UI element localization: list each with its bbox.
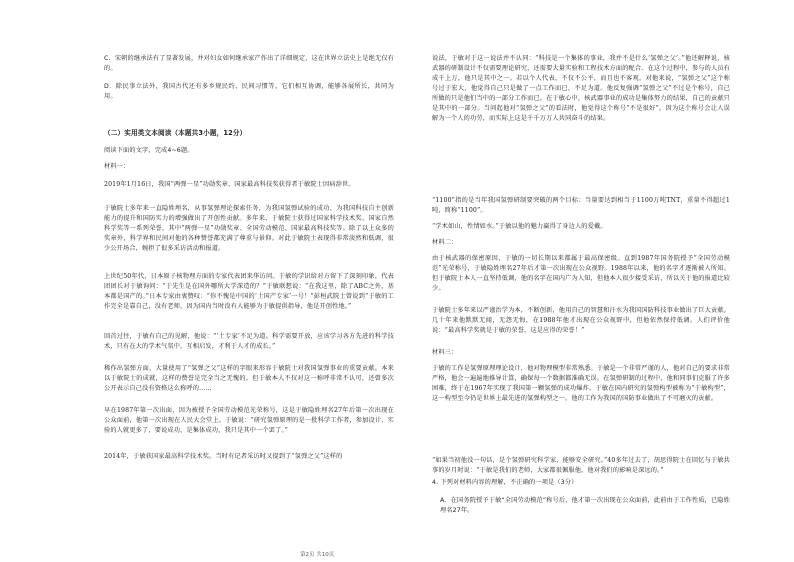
material3-label: 材料三： (432, 349, 458, 356)
paragraph: 由于核武器的保密原因，于敏的一切长期以来都属于最高保密级。直到1987年国务院授予“全国劳动模范”光荣称号，于敏隐姓埋名27年后才第一次出现在公众视野。1988年以来，他的名字才逐渐被人所知。但于敏院士本人一直坚持低调，他的名字在国内广为人知，但他本人很少接受采访，所以关于他的报道比较少。 (432, 255, 730, 292)
paragraph: “学术如山，性情如水。”于敏以他的魅力赢得了身边人的爱戴。 (432, 223, 607, 230)
instruction: 阅读下面的文字，完成4~6题。 (104, 147, 194, 154)
paragraph: “如果当初他没一句话，是个氢弹研究科学家，能够安全研究。”40多年过去了，胡思得院士在回忆与于敏共事的岁月时说：“于敏是我们的老师，大家都很佩服他，他对我们的影响是深远的。” (432, 457, 730, 474)
paragraph: 于敏院士多年来一直隐姓埋名，从事氢弹理论探索任务，为我国氢弹试验的成功、为我国科技自主创新能力的提升和国防实力的增强做出了开创性贡献。多年来，于敏院士获得过国家科学技术奖、国家自然科学奖等一系列荣誉，其中“两弹一星”功勋奖章、全国劳动模范、国家最高科技奖等。除了以上众多的奖章外，科学界和民间对他的各种赞誉都充满了尊重与景仰。对此于敏院士表现得非常淡然和低调，很少公开场合，婉拒了很多采访活动和报道。 (104, 205, 394, 252)
paragraph: 于敏的工作是氢弹原理理论设计，他对物理模型非常熟悉。于敏是一个非常严谨的人，他对自己的要求非常严格，他会一遍遍地推导计算，确保每一个数据都准确无误。在氢弹研制的过程中，他和同事们克服了许多困难，终于在1967年实现了我国第一颗氢弹的成功爆炸。于敏在国内研究的氢弹构型被称为“于敏构型”，这一构型至今仍是世界上最先进的氢弹构型之一。他的工作为我国的国防事业做出了不可磨灭的贡献。 (432, 365, 730, 402)
section-title: （二）实用类文本阅读（本题共3小题，12分） (104, 129, 247, 137)
footer-text: 第2页 共10页 (300, 552, 335, 558)
option-a: A．在国务院授予于敏“全国劳动模范”称号后，他才第一次出现在公众面前，此前由于工作性质，已隐姓埋名27年。 (440, 497, 730, 514)
material1-label: 材料一： (104, 163, 130, 170)
question-4: 4. 下列对材料内容的理解，不正确的一项是（3分） (432, 479, 578, 486)
paragraph: 稀作出氢弹方面，大量使用了“氢弹之父”这样的字眼来形容于敏院士对我国氢弹事业的重要贡献。本来以于敏院士的成就，这样的赞誉是完全当之无愧的。但于敏本人不仅对这一称呼非常不认可，还曾多次公开表示自己没有资格这么称呼的…… (104, 365, 394, 392)
paragraph: 说法，于敏对于这一说法并不认同：“科技是一个集体的事业，我并不是什么‘氢弹之父’。”他还解释说，核武器的研制设计不仅需要理论研究，还需要大量实验和工程技术方面的配合。在这个过程中，参与的人员有成千上万，他只是其中之一。若以个人代表，不仅不公平，而且也不客观。对他来说，“氢弹之父”这个称号过于宏大，他觉得自己只是做了一点工作而已，不足为道。他反复强调“氢弹之父”不过是个称号，自己所做的只是他们当中的一部分工作而已。在于敏心中，核武器事业的成功是集体努力的结果，自己的贡献只是其中的一部分。当问起他对“氢弹之父”的看法时，他觉得这个称号“不是很好”。因为这个称号会让人误解为一个人的功劳，而实际上这是千千万万人共同奋斗的结果。 (432, 55, 730, 122)
paragraph: 2014年，于敏获国家最高科学技术奖。当时有记者采访时又提到了“氢弹之父”这样的 (104, 453, 343, 460)
paragraph: 于敏院士多年来以严谨治学为本，不断创新，他用自己的智慧和汗水为我国国防科技事业做出了巨大贡献。几十年来他默默无闻，无怨无悔，在1988年他才出现在公众视野中，但他依然保持低调。人们评价他说：“最高科学奖就是于敏的荣誉，这是应得的荣誉！” (432, 307, 730, 334)
paragraph: 回首过往，于敏有自己的见解，他说：“‘土专家’不足为道。科学需要开放，应该学习各方先进的科学技术，只有在大的学术气氛中，互相启发，才利于人才的成长。” (104, 333, 394, 350)
paragraph: 上世纪50年代，日本原子核物理方面的专家代表团来华访问。于敏的学识给对方留下了深刻印象，代表团团长对于敏询问：“于先生是在国外哪所大学深造的？”于敏联想说：“在我这里，除了ABC之外，基本都是国产的。”日本专家由衷赞叹：“你不愧是中国的‘土国产专家’一号！”彭桓武院士曾说到“于敏的工作完全是靠自己，没有老师，因为国内当时没有人能够为于敏提供指导，他是开创性地。” (104, 273, 394, 310)
paragraph: 2019年1月16日，我国“两弹一星”功勋奖章、国家最高科技奖获得者于敏院士因病辞世。 (104, 181, 355, 188)
option-c: C．宋朝的继承法有了显著发展，并对妇女如何继承家产作出了详细规定，这在世界立法史上是绝无仅有的。 (104, 55, 394, 72)
material2-label: 材料二： (432, 239, 458, 246)
option-d: D．除民事立法外，我国古代还有多乡规民约、民间习惯等，它们相互协调，能够各展所长，共同为用。 (104, 83, 394, 100)
paragraph: “1100”指的是当年我国氢弹研制要突破的两个目标：当量要达到相当于1100万吨TNT，重量不得超过1吨，简称“1100”。 (432, 197, 730, 214)
page-footer (0, 550, 794, 562)
paragraph: 早在1987年第一次出面，因为被授予全国劳动模范光荣称号，这是于敏隐姓埋名27年后第一次出现在公众面前，他第一次出现在人民大会堂上。于敏说：“研究氢弹原理的是一批科学工作者，参加设计、实验的人就更多了，要说成功，是集体成功，我只是其中一个罢了。” (104, 407, 394, 434)
